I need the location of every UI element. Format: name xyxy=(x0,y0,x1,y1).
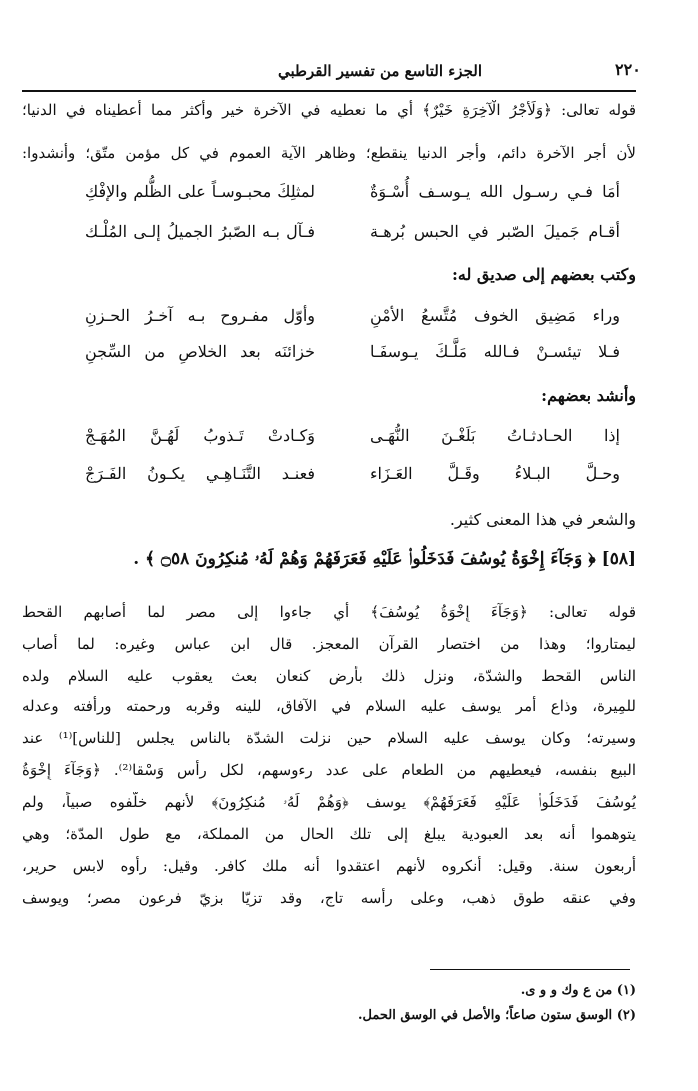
running-title: الجزء التاسع من تفسير القرطبي xyxy=(278,62,482,80)
intro-line-1: قوله تعالى: ﴿وَلَأَجْرُ الْآخِرَةِ خَيْرٌ﴾ أي ما نعطيه في الآخرة خير وأكثر مما أعطيناه في الدنيا؛ xyxy=(22,101,636,119)
body-line-2: ليمتاروا؛ وهذا من اختصار القرآن المعجز. قال ابن عباس وغيره: لما أصاب xyxy=(22,635,636,653)
poem3-verse1-left: وَكـادتْ تَـذوبُ لَهُـنَّ المُهَـجْ xyxy=(85,426,315,445)
body-line-6: البيع بنفسه، فيعطيهم من الطعام على عدد رءوسهم، لكل رأس وَسْقا⁽²⁾. ﴿وَجَآءَ إِخْوَةُ xyxy=(22,761,636,779)
footnote-1: (١) من ع وك و و ى. xyxy=(520,983,636,998)
poem2-verse1-left: وأوّل مفـروح بـه آخـرُ الحـزنِ xyxy=(85,306,315,325)
poem1-verse1-left: لمثلِكَ محبـوسـاً على الظُّلم والإفْكِ xyxy=(85,182,315,201)
body-line-1: قوله تعالى: ﴿وَجَآءَ إِخْوَةُ يُوسُفَ﴾ أي جاءوا إلى مصر لما أصابهم القحط xyxy=(22,603,636,621)
body-line-10: وفي عنقه طوق ذهب، وعلى رأسه تاج، وقد تزيّا بزيّ فرعون مصر؛ ويوسف xyxy=(22,889,636,907)
page-number: ٢٢٠ xyxy=(615,60,641,79)
body-line-3: الناس القحط والشدّة، ونزل ذلك بأرض كنعان بعث يعقوب عليه السلام ولده xyxy=(22,667,636,685)
poem1-verse1-right: أمَا فـي رسـول الله يـوسـف أُسْـوَةٌ xyxy=(370,182,620,201)
ayah-heading xyxy=(133,548,636,569)
closing-remark: والشعر في هذا المعنى كثير. xyxy=(449,510,636,529)
poem3-verse2-right: وحـلَّ البـلاءُ وقَـلَّ العَـزَاء xyxy=(370,464,620,483)
ayah-number: [٥٨] xyxy=(601,549,636,569)
poem1-verse2-right: أقـام جَميلَ الصّبر في الحبس بُرهـة xyxy=(370,222,620,241)
heading-letter: وكتب بعضهم إلى صديق له: xyxy=(451,265,636,284)
ayah-text: ﴿ وَجَآءَ إِخْوَةُ يُوسُفَ فَدَخَلُوا۟ عَلَيْهِ فَعَرَفَهُمْ وَهُمْ لَهُۥ مُنكِرُونَ ۝٥٨ ﴾ . xyxy=(133,549,596,569)
poem3-verse1-right: إذا الحـادثـاتُ بَلَغْـنَ النُّهَـى xyxy=(370,426,620,445)
header-rule xyxy=(22,90,636,92)
poem1-verse2-left: فـآل بـه الصّبرُ الجميلُ إلـى المُلْـك xyxy=(85,222,315,241)
intro-line-2: لأن أجر الآخرة دائم، وأجر الدنيا ينقطع؛ وظاهر الآية العموم في كل مؤمن متّق؛ وأنشدوا: xyxy=(22,144,636,162)
body-line-5: وسيرته؛ وكان يوسف عليه السلام حين نزلت الشدّة بالناس يجلس [للناس]⁽¹⁾ عند xyxy=(22,729,636,747)
footnote-2: (٢) الوسق ستون صاعاً؛ والأصل في الوسق الحمل. xyxy=(357,1008,636,1023)
poem2-verse1-right: وراء مَضِيق الخوف مُتَّسعُ الأمْنِ xyxy=(370,306,620,325)
poem3-verse2-left: فعنـد التَّنَـاهِـي يكـونُ الفَـرَجْ xyxy=(85,464,315,483)
poem2-verse2-right: فـلا تيئسـنْ فـالله مَلَّـكَ يـوسفَـا xyxy=(370,342,620,361)
body-line-4: للمِيرة، وذاع أمر يوسف عليه السلام في الآفاق، للينه وقربه ورحمته ورأفته وعدله xyxy=(22,697,636,715)
footnote-rule xyxy=(430,969,630,970)
body-line-9: أربعون سنة. وقيل: أنكروه لأنهم اعتقدوا أنه ملك كافر. وقيل: رأوه لابس حرير، xyxy=(22,857,636,875)
heading-recited: وأنشد بعضهم: xyxy=(541,386,636,405)
poem2-verse2-left: خزائنَه بعد الخلاصِ من السِّجنِ xyxy=(85,342,315,361)
body-line-7: يُوسُفَ فَدَخَلُوا۟ عَلَيْهِ فَعَرَفَهُمْ﴾ يوسف ﴿وَهُمْ لَهُۥ مُنكِرُونَ﴾ لأنهم خلّفوه صبياً، ولم xyxy=(22,793,636,811)
body-line-8: يتوهموا أنه بعد العبودية يبلغ إلى تلك الحال من المملكة، مع طول المدّة؛ وهي xyxy=(22,825,636,843)
